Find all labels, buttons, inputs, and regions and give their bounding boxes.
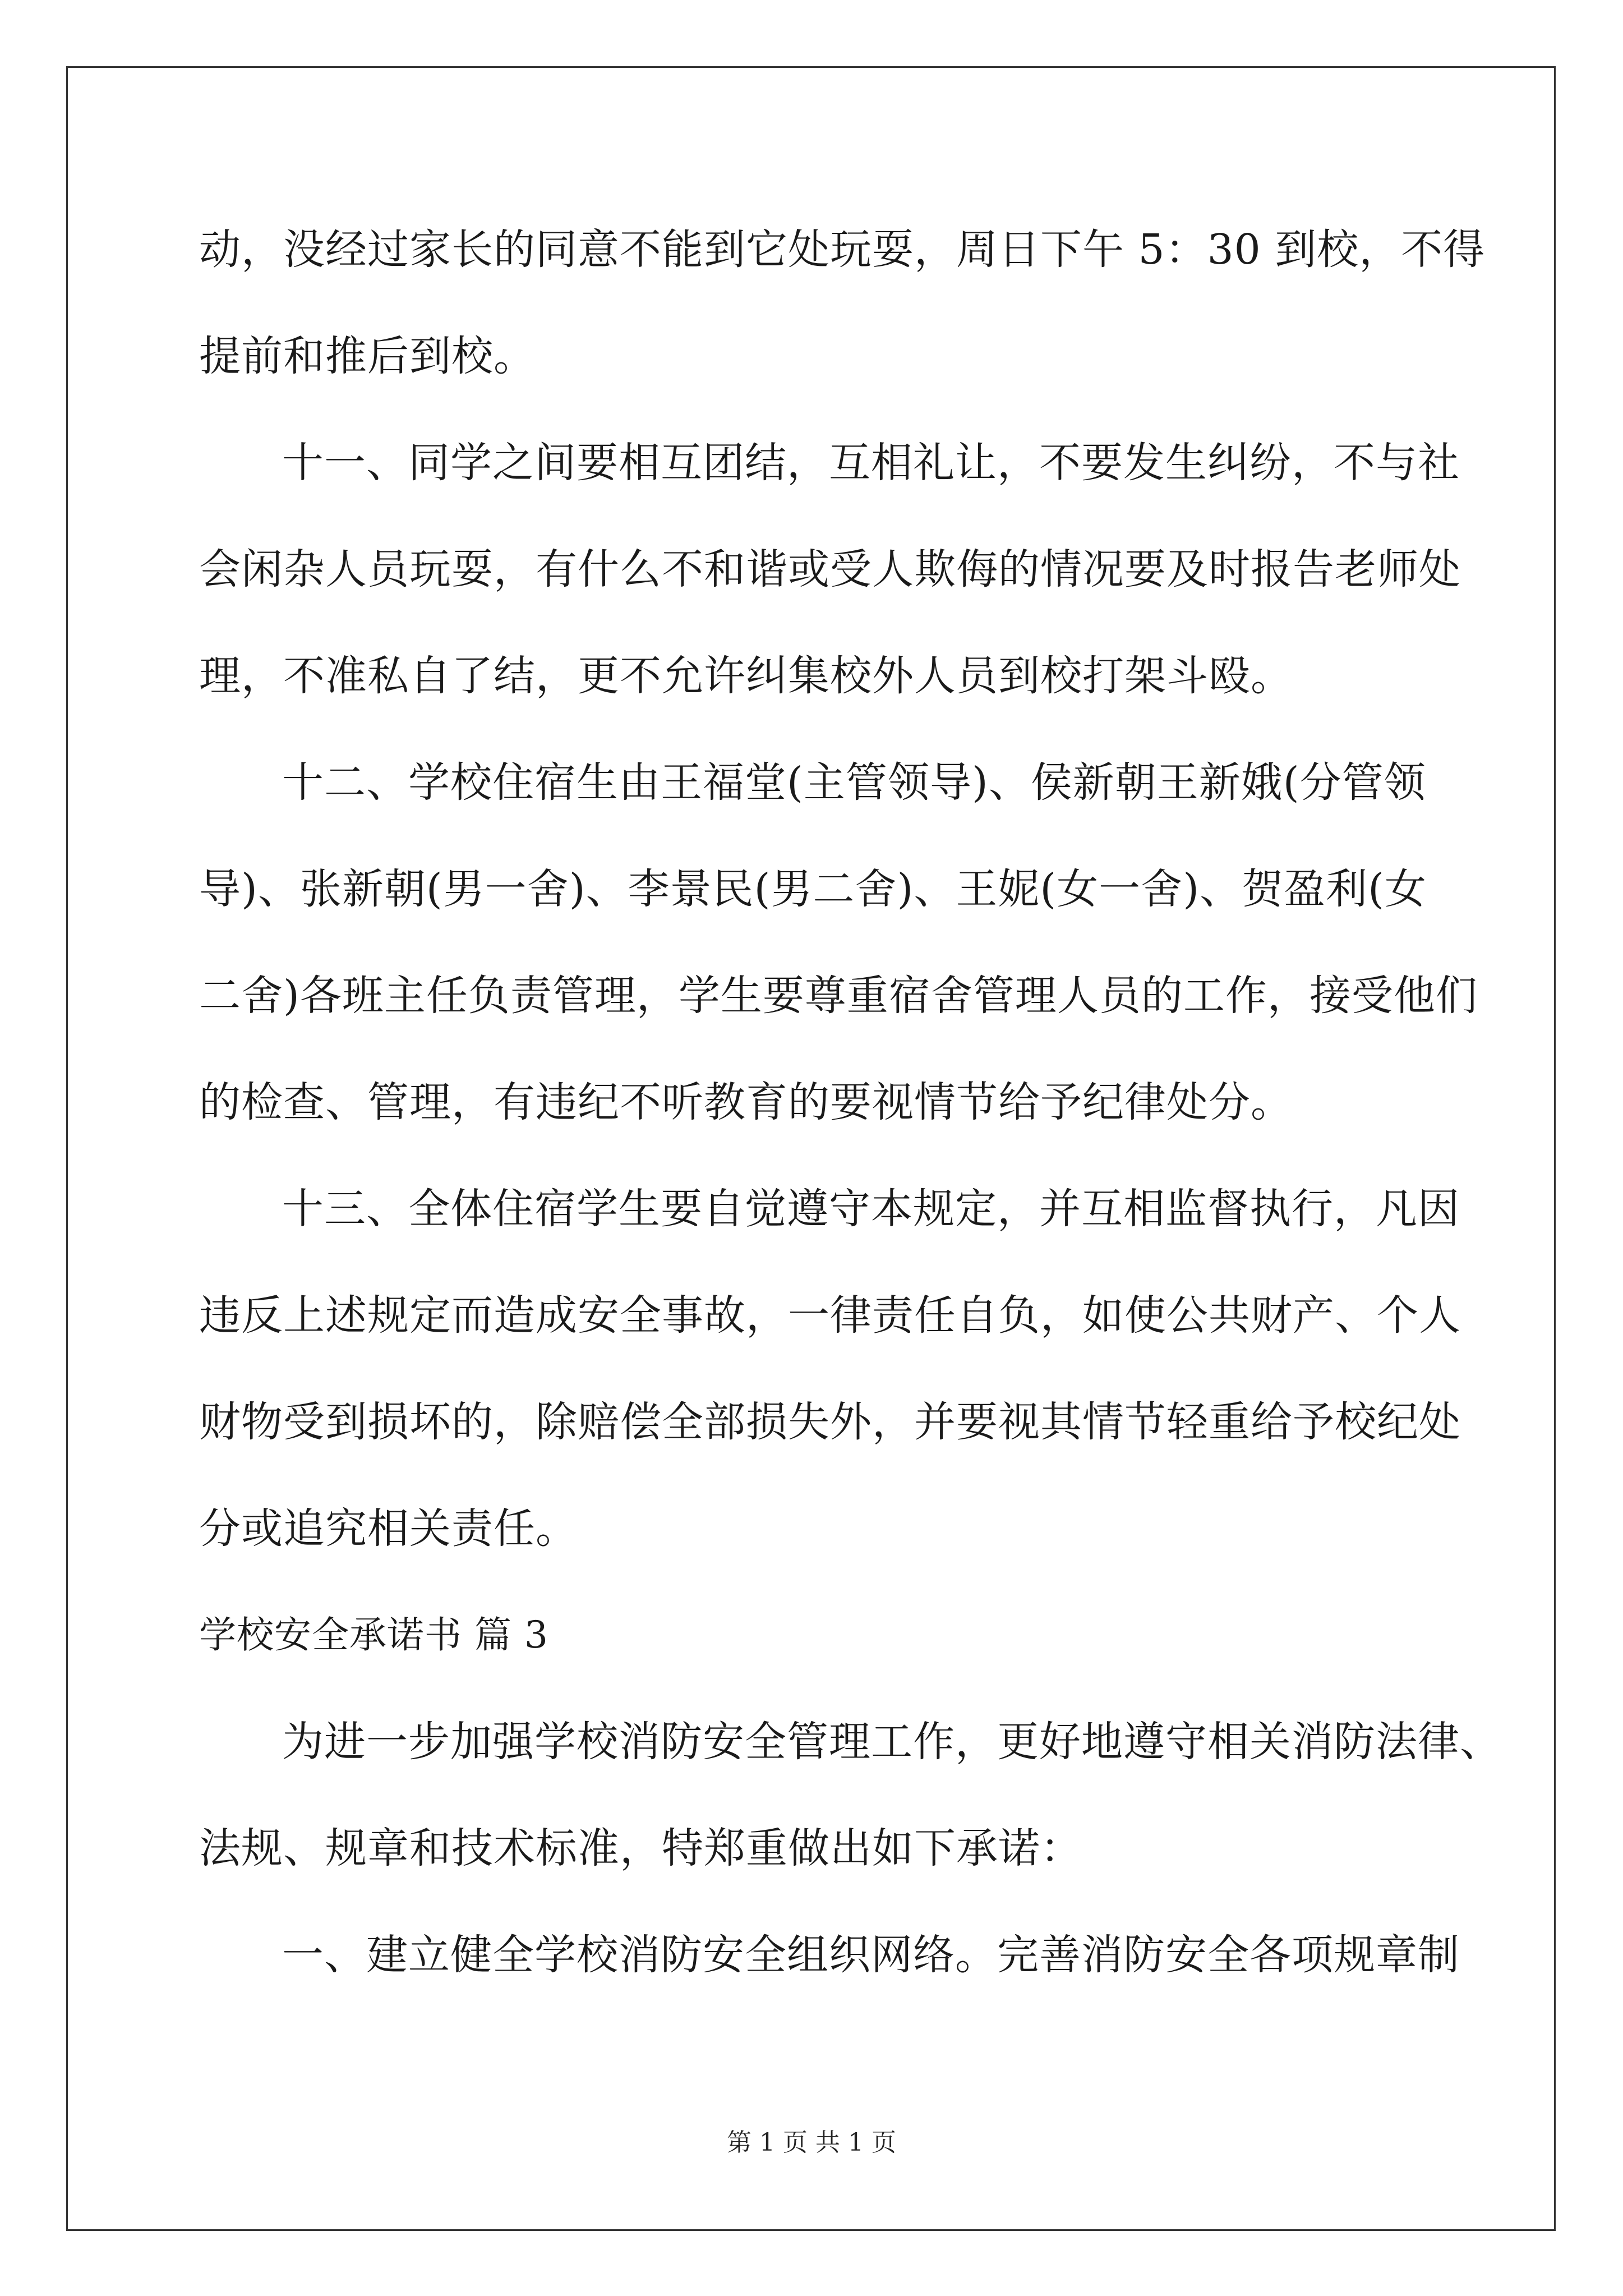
text-line: 动，没经过家长的同意不能到它处玩耍，周日下午 5：30 到校，不得 bbox=[199, 226, 1486, 274]
text-line: 二舍)各班主任负责管理，学生要尊重宿舍管理人员的工作，接受他们 bbox=[199, 972, 1478, 1020]
text-line: 十二、学校住宿生由王福堂(主管领导)、侯新朝王新娥(分管领 bbox=[282, 758, 1426, 807]
text-line: 财物受到损坏的，除赔偿全部损失外，并要视其情节轻重给予校纪处 bbox=[199, 1398, 1461, 1446]
section-title: 学校安全承诺书 篇 3 bbox=[199, 1613, 548, 1657]
page-number: 第 1 页 共 1 页 bbox=[727, 2128, 896, 2157]
text-line: 提前和推后到校。 bbox=[199, 332, 536, 380]
text-line: 的检查、管理，有违纪不听教育的要视情节给予纪律处分。 bbox=[199, 1078, 1293, 1126]
text-line: 违反上述规定而造成安全事故，一律责任自负，如使公共财产、个人 bbox=[199, 1291, 1461, 1340]
text-line: 十三、全体住宿学生要自觉遵守本规定，并互相监督执行，凡因 bbox=[282, 1185, 1460, 1233]
text-line: 分或追究相关责任。 bbox=[199, 1504, 578, 1553]
text-line: 一、建立健全学校消防安全组织网络。完善消防安全各项规章制 bbox=[282, 1931, 1460, 1979]
page-border bbox=[66, 66, 1556, 2231]
text-line: 会闲杂人员玩耍，有什么不和谐或受人欺侮的情况要及时报告老师处 bbox=[199, 545, 1461, 593]
text-line: 法规、规章和技术标准，特郑重做出如下承诺： bbox=[199, 1824, 1082, 1872]
text-line: 导)、张新朝(男一舍)、李景民(男二舍)、王妮(女一舍)、贺盈利(女 bbox=[199, 865, 1427, 913]
text-line: 十一、同学之间要相互团结，互相礼让，不要发生纠纷，不与社 bbox=[282, 439, 1460, 487]
text-line: 为进一步加强学校消防安全管理工作，更好地遵守相关消防法律、 bbox=[282, 1718, 1502, 1766]
text-line: 理，不准私自了结，更不允许纠集校外人员到校打架斗殴。 bbox=[199, 652, 1293, 700]
